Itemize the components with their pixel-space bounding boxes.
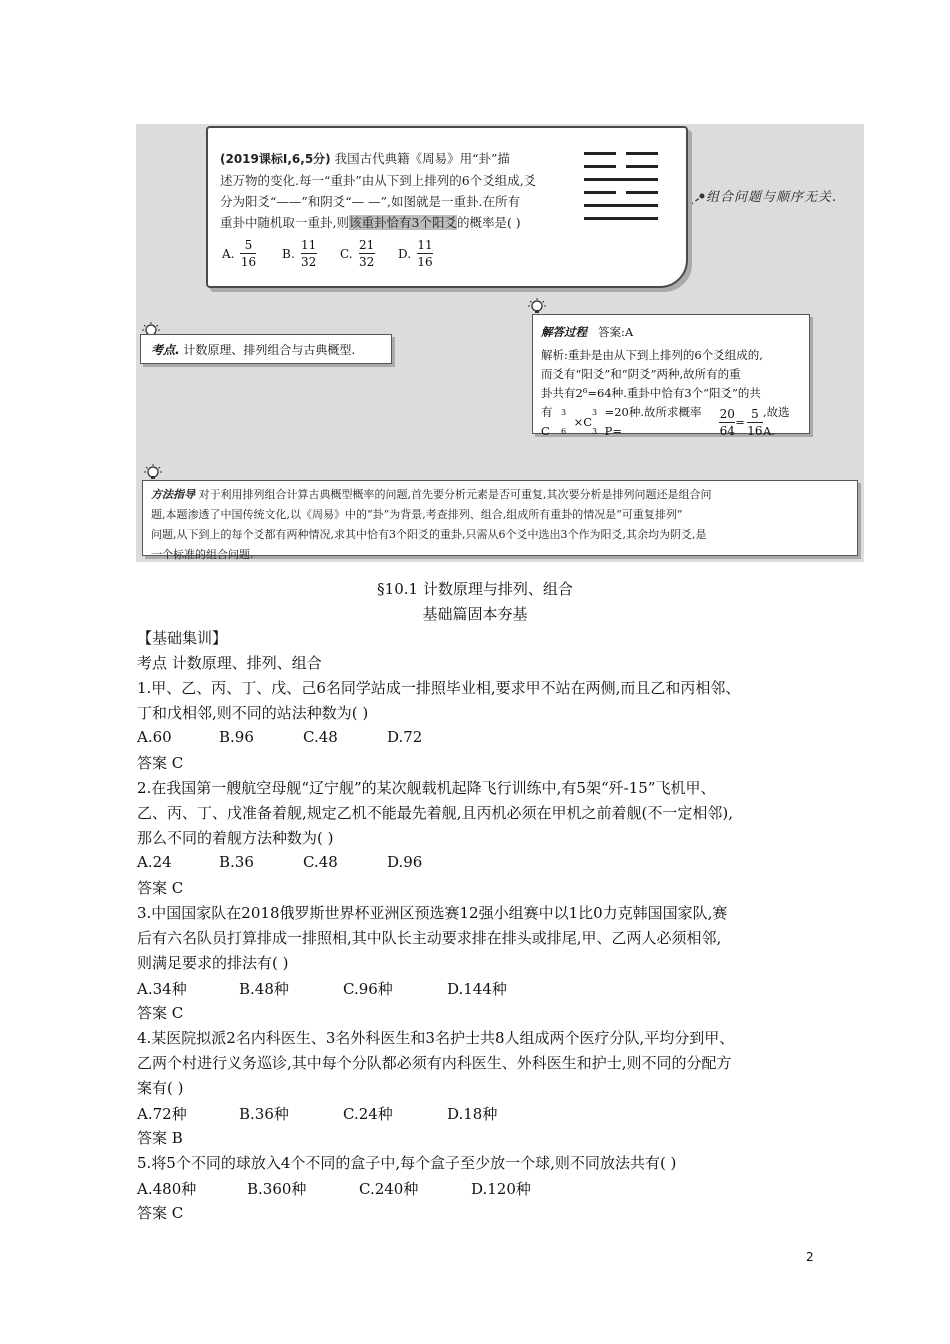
question-line: 那么不同的着舰方法种数为( ) xyxy=(137,829,334,847)
numerator: 11 xyxy=(417,238,433,252)
problem-text xyxy=(220,148,570,233)
choice-row xyxy=(137,978,737,998)
method-text: 题,本题渗透了中国传统文化,以《周易》中的“卦”为背景,考查排列、组合,组成所有重卦的情况是“可重复排列” xyxy=(151,508,683,521)
eq-text: 有C xyxy=(541,405,553,438)
option-c xyxy=(340,238,375,269)
denominator: 16 xyxy=(417,255,433,269)
option-d xyxy=(398,238,433,269)
choice: B.36种 xyxy=(239,1105,289,1123)
choice: C.96种 xyxy=(343,980,393,998)
group-heading: 【基础集训】 xyxy=(137,629,228,647)
solution-line: 卦共有2⁶=64种.重卦中恰有3个“阳爻”的共 xyxy=(541,386,761,400)
method-text: 问题,从下到上的每个爻都有两种情况,求其中恰有3个阳爻的重卦,只需从6个爻中选出3个作为阳爻,其余均为阴爻,是 xyxy=(151,528,707,541)
eq-text: ,故选A. xyxy=(762,405,790,438)
section-title: §10.1 计数原理与排列、组合 xyxy=(377,580,573,598)
solution-card xyxy=(532,314,810,438)
problem-line: 分为阳爻“——”和阴爻“— —”,如图就是一重卦.在所有 xyxy=(220,194,520,209)
choice-row xyxy=(137,1103,737,1123)
numerator: 5 xyxy=(244,238,253,252)
denominator: 16 xyxy=(747,423,763,438)
solution-body xyxy=(541,346,801,441)
option-b xyxy=(282,238,317,269)
choice: B.36 xyxy=(219,853,254,871)
denominator: 64 xyxy=(719,423,735,438)
highlighted-phrase: 该重卦恰有3个阳爻 xyxy=(348,215,457,230)
question-line: 案有( ) xyxy=(137,1079,184,1097)
question-line: 乙、丙、丁、戊准备着舰,规定乙机不能最先着舰,且丙机必须在甲机之前着舰(不一定相邻), xyxy=(137,804,734,822)
option-label: B. xyxy=(282,246,295,261)
fraction xyxy=(719,407,735,438)
method-text: 一个标准的组合问题. xyxy=(151,548,254,561)
choice: C.240种 xyxy=(359,1180,419,1198)
kaodian-label: 考点. xyxy=(151,343,180,357)
denominator: 16 xyxy=(240,255,257,269)
choice-row xyxy=(137,1178,737,1198)
problem-line: 重卦中随机取一重卦,则 xyxy=(220,215,349,230)
choice: C.48 xyxy=(303,853,338,871)
choice: A.34种 xyxy=(137,980,187,998)
question-line: 5.将5个不同的球放入4个不同的盒子中,每个盒子至少放一个球,则不同放法共有( ) xyxy=(137,1154,677,1172)
problem-line: 述万物的变化.每一“重卦”由从下到上排列的6个爻组成,爻 xyxy=(220,173,537,188)
numerator: 5 xyxy=(751,406,759,421)
numerator: 11 xyxy=(301,238,317,252)
fraction xyxy=(301,238,317,269)
answer-line: 答案 C xyxy=(137,1204,184,1222)
fraction xyxy=(417,238,433,269)
option-label: C. xyxy=(340,246,353,261)
fraction xyxy=(240,238,256,269)
solution-line: 解析:重卦是由从下到上排列的6个爻组成的, xyxy=(541,348,763,362)
kaodian-heading: 考点 计数原理、排列、组合 xyxy=(137,654,322,672)
eq-text: =20种.故所求概率P= xyxy=(604,405,702,438)
choice: A.72种 xyxy=(137,1105,187,1123)
question-line: 2.在我国第一艘航空母舰“辽宁舰”的某次舰载机起降飞行训练中,有5架“歼-15”飞机甲、 xyxy=(137,779,716,797)
fraction xyxy=(359,238,375,269)
side-note: 组合问题与顺序无关. xyxy=(706,190,838,205)
option-label: A. xyxy=(222,246,235,261)
answer-line: 答案 C xyxy=(137,1004,184,1022)
question-line: 丁和戊相邻,则不同的站法种数为( ) xyxy=(137,704,369,722)
option-label: D. xyxy=(398,246,412,261)
eq-text: = xyxy=(735,414,745,429)
choice: B.360种 xyxy=(247,1180,307,1198)
question-line: 1.甲、乙、丙、丁、戊、己6名同学站成一排照毕业相,要求甲不站在两侧,而且乙和丙相邻、 xyxy=(137,679,741,697)
answer-line: 答案 C xyxy=(137,754,184,772)
choice: B.96 xyxy=(219,728,254,746)
question-line: 4.某医院拟派2名内科医生、3名外科医生和3名护士共8人组成两个医疗分队,平均分到甲、 xyxy=(137,1029,735,1047)
question-line: 后有六名队员打算排成一排照相,其中队长主动要求排在排头或排尾,甲、乙两人必须相邻, xyxy=(137,929,722,947)
choice: C.24种 xyxy=(343,1105,393,1123)
denominator: 32 xyxy=(358,255,375,269)
choice: A.24 xyxy=(137,853,172,871)
choice-row xyxy=(137,728,737,748)
question-line: 则满足要求的排法有( ) xyxy=(137,954,289,972)
choice: D.72 xyxy=(387,728,423,746)
question-line: 乙两个村进行义务巡诊,其中每个分队都必须有内科医生、外科医生和护士,则不同的分配方 xyxy=(137,1054,732,1072)
kaodian-card xyxy=(140,334,392,364)
method-card xyxy=(142,480,858,561)
method-label: 方法指导 xyxy=(151,488,195,501)
choice: B.48种 xyxy=(239,980,289,998)
solution-answer: 答案:A xyxy=(597,325,634,339)
problem-options xyxy=(222,238,482,278)
answer-line: 答案 C xyxy=(137,879,184,897)
problem-line: 我国古代典籍《周易》用“卦”描 xyxy=(334,151,510,166)
denominator: 32 xyxy=(301,255,317,269)
choice: C.48 xyxy=(303,728,338,746)
choice: D.18种 xyxy=(447,1105,498,1123)
solution-line: 而爻有“阳爻”和“阴爻”两种,故所有的重 xyxy=(541,367,741,381)
section-subtitle: 基础篇固本夯基 xyxy=(422,605,528,623)
numerator: 21 xyxy=(358,238,375,252)
choice: D.120种 xyxy=(471,1180,531,1198)
page-number: 2 xyxy=(806,1250,814,1264)
solution-equation: 有C 3 6 ×C 3 3 =20种.故所求概率P= $\frac{20}{64}$ = $\frac{5}{16}$ ,故选A. xyxy=(541,403,801,441)
hexagram-icon xyxy=(584,152,658,222)
choice-row xyxy=(137,853,737,873)
method-text: 对于利用排列组合计算古典概型概率的问题,首先要分析元素是否可重复,其次要分析是排列问题还是组合问 xyxy=(198,488,712,501)
solution-header xyxy=(541,323,801,342)
kaodian-text: 计数原理、排列组合与古典概型. xyxy=(183,343,356,357)
problem-source: (2019课标Ⅰ,6,5分) xyxy=(220,152,331,166)
solution-label: 解答过程 xyxy=(541,325,587,339)
problem-card xyxy=(206,126,688,288)
choice: A.60 xyxy=(137,728,172,746)
answer-line: 答案 B xyxy=(137,1129,183,1147)
fraction xyxy=(747,407,763,438)
choice: D.144种 xyxy=(447,980,507,998)
choice: A.480种 xyxy=(137,1180,197,1198)
choice: D.96 xyxy=(387,853,423,871)
problem-line: 的概率是( ) xyxy=(456,215,521,230)
example-figure xyxy=(136,124,864,562)
numerator: 20 xyxy=(719,406,735,421)
option-a xyxy=(222,238,256,269)
question-line: 3.中国国家队在2018俄罗斯世界杯亚洲区预选赛12强小组赛中以1比0力克韩国国家队,赛 xyxy=(137,904,728,922)
eq-text: ×C xyxy=(573,414,593,429)
